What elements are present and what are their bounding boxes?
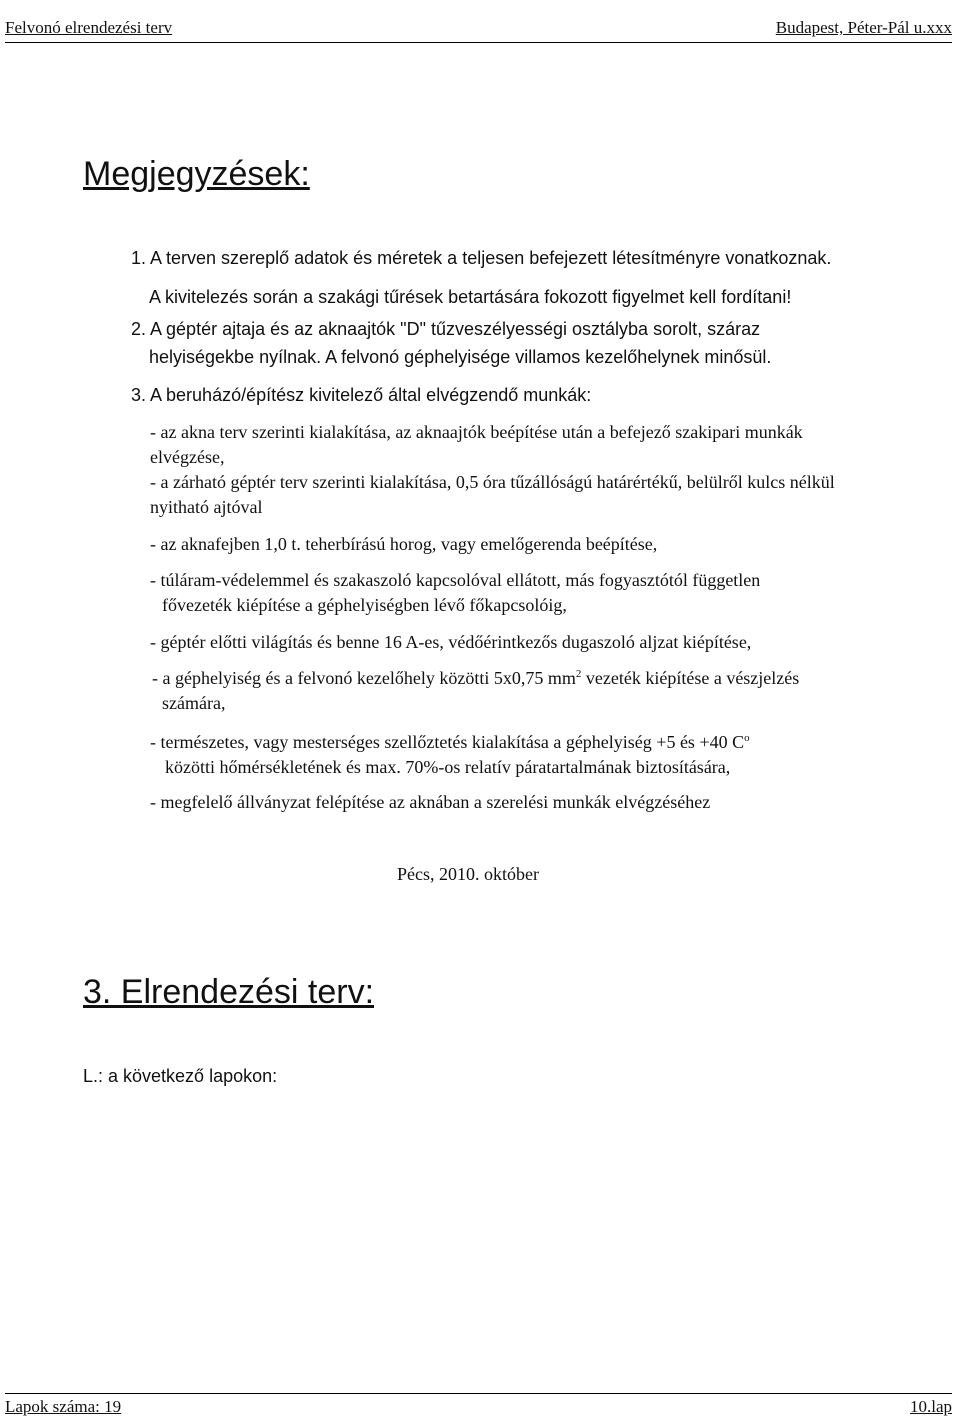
layout-plan-heading: 3. Elrendezési terv: (83, 973, 375, 1011)
work-item-6-text-b: vezeték kiépítése a vészjelzés (585, 668, 800, 688)
place-and-date: Pécs, 2010. október (397, 864, 539, 884)
work-item-6-line-1 (152, 666, 799, 690)
note-1-line-2: A kivitelezés során a szakági tűrések betartására fokozott figyelmet kell fordítani! (149, 287, 792, 307)
work-item-6-text-a: - a géphelyiség és a felvonó kezelőhely közötti 5x0,75 mm (152, 668, 576, 688)
work-item-7-line-1 (150, 730, 750, 754)
note-2-line-2: helyiségekbe nyílnak. A felvonó géphelyisége villamos kezelőhelynek minősül. (149, 347, 772, 367)
work-item-3: - az aknafejben 1,0 t. teherbírású horog, vagy emelőgerenda beépítése, (150, 534, 658, 554)
header-document-title: Felvonó elrendezési terv (5, 18, 173, 37)
note-2-line-1: 2. A géptér ajtaja és az aknaajtók "D" tűzveszélyességi osztályba sorolt, száraz (131, 319, 761, 339)
work-item-7-text: - természetes, vagy mesterséges szellőztetés kialakítása a géphelyiség +5 és +40 C (150, 732, 745, 752)
work-item-4-line-2: fővezeték kiépítése a géphelyiségben lévő főkapcsolóig, (162, 595, 567, 615)
layout-plan-note: L.: a következő lapokon: (83, 1066, 278, 1086)
footer-page-number: 10.lap (909, 1397, 952, 1416)
work-item-2-line-1: - a zárható géptér terv szerinti kialakítása, 0,5 óra tűzállóságú határértékű, belülről kulcs nélkül (150, 472, 835, 492)
footer-page-count: Lapok száma: 19 (5, 1397, 122, 1416)
notes-heading: Megjegyzések: (83, 155, 310, 193)
superscript-square: 2 (575, 668, 582, 680)
work-item-2-line-2: nyitható ajtóval (150, 497, 263, 517)
work-item-1-line-1: - az akna terv szerinti kialakítása, az aknaajtók beépítése után a befejező szakipari munkák (150, 422, 803, 442)
work-item-6-line-2: számára, (162, 693, 226, 713)
work-item-8: - megfelelő állványzat felépítése az aknában a szerelési munkák elvégzéséhez (150, 792, 711, 812)
header-address: Budapest, Péter-Pál u.xxx (775, 18, 952, 37)
page-footer (5, 1393, 952, 1418)
note-3-line-1: 3. A beruházó/építész kivitelező által elvégzendő munkák: (131, 385, 592, 405)
work-item-4-line-1: - túláram-védelemmel és szakaszoló kapcsolóval ellátott, más fogyasztótól független (150, 570, 761, 590)
note-1-line-1: 1. A terven szereplő adatok és méretek a teljesen befejezett létesítményre vonatkoznak. (131, 248, 832, 268)
page-header (5, 14, 952, 43)
work-item-1-line-2: elvégzése, (150, 447, 225, 467)
work-item-7-line-2: közötti hőmérsékletének és max. 70%-os relatív páratartalmának biztosítására, (165, 757, 731, 777)
work-item-5: - géptér előtti világítás és benne 16 A-es, védőérintkezős dugaszoló aljzat kiépítése, (150, 632, 752, 652)
superscript-degree: o (744, 732, 750, 744)
